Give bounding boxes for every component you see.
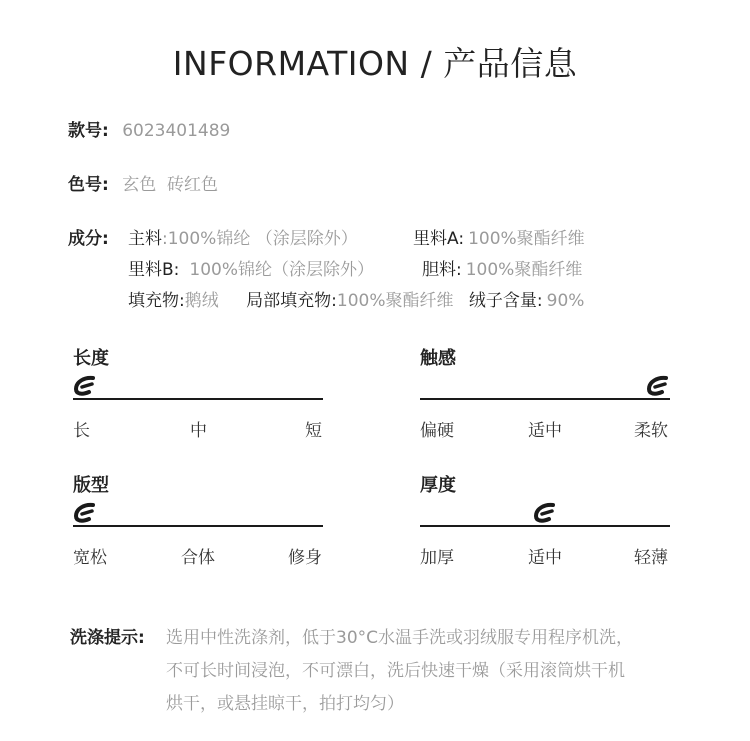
gauge-tick-middle: 中 <box>190 421 207 441</box>
brand-swoosh-icon <box>73 501 97 525</box>
brand-swoosh-icon <box>646 374 670 398</box>
gauge-tick-right: 柔软 <box>634 421 668 441</box>
style-number-value: 6023401489 <box>122 121 231 141</box>
gauge-tick-left: 长 <box>73 421 90 441</box>
gauge-tick-left: 加厚 <box>420 548 454 568</box>
composition-label: 成分: <box>68 229 109 249</box>
gauge-title: 版型 <box>73 475 109 496</box>
down-content-value: 90% <box>546 291 585 311</box>
gauge-tick-left: 宽松 <box>73 548 107 568</box>
brand-swoosh-icon <box>73 374 97 398</box>
main-fabric-key: 主料 <box>128 229 162 249</box>
washing-line-3: 烘干，或悬挂晾干，拍打均匀） <box>166 694 404 714</box>
gauge-line <box>73 525 323 527</box>
gauge-line <box>420 525 670 527</box>
filling-value: 鹅绒 <box>184 291 219 311</box>
composition-line-2b <box>422 259 582 281</box>
gauge-title: 触感 <box>420 348 456 369</box>
style-number-label: 款号: <box>68 121 109 141</box>
lining-b-key: 里料B: <box>128 260 180 280</box>
composition-line-2 <box>128 259 374 281</box>
style-number-row <box>68 120 230 142</box>
composition-line-3 <box>128 290 584 312</box>
partial-filling-value: 100%聚酯纤维 <box>336 291 454 311</box>
gauge-title: 厚度 <box>420 475 456 496</box>
washing-text <box>166 622 633 721</box>
gauge-line <box>420 398 670 400</box>
gauge-tick-middle: 合体 <box>181 548 215 568</box>
washing-label: 洗涤提示: <box>70 628 145 648</box>
down-content-key: 绒子含量: <box>468 291 543 311</box>
gauge-title: 长度 <box>73 348 109 369</box>
lining-a-value: 100%聚酯纤维 <box>468 229 585 249</box>
gauge-tick-right: 修身 <box>288 548 322 568</box>
filling-key: 填充物: <box>128 291 185 311</box>
gauge-tick-middle: 适中 <box>528 548 562 568</box>
composition-line-1b <box>413 228 585 250</box>
liner-value: 100%聚酯纤维 <box>465 260 583 280</box>
color-number-row <box>68 174 218 196</box>
partial-filling-key: 局部填充物: <box>246 291 337 311</box>
color-number-label: 色号: <box>68 175 109 195</box>
gauge-tick-right: 轻薄 <box>634 548 668 568</box>
lining-a-key: 里料A: <box>413 229 465 249</box>
brand-swoosh-icon <box>533 501 557 525</box>
composition-line-1 <box>128 228 358 250</box>
washing-line-2: 不可长时间浸泡，不可漂白，洗后快速干燥（采用滚筒烘干机 <box>166 661 625 681</box>
washing-line-1: 选用中性洗涤剂，低于30°C水温手洗或羽绒服专用程序机洗， <box>166 628 634 648</box>
gauge-tick-left: 偏硬 <box>420 421 454 441</box>
color-number-value: 玄色 砖红色 <box>122 175 219 195</box>
page-title: INFORMATION / 产品信息 <box>172 44 578 83</box>
lining-b-value: 100%锦纶（涂层除外） <box>189 260 374 280</box>
gauge-tick-middle: 适中 <box>528 421 562 441</box>
main-fabric-value: :100%锦纶 （涂层除外） <box>162 229 358 249</box>
liner-key: 胆料: <box>422 260 462 280</box>
gauge-line <box>73 398 323 400</box>
gauge-tick-right: 短 <box>305 421 322 441</box>
